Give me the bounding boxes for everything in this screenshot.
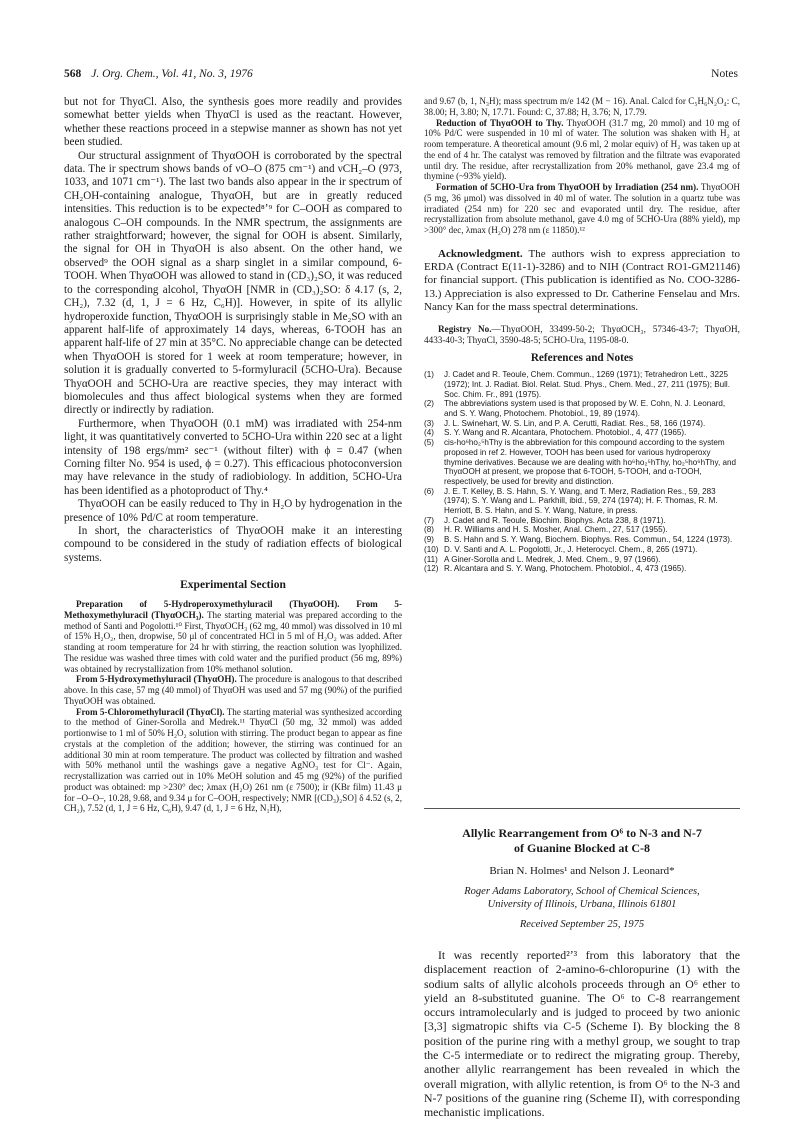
reference-item: (2) The abbreviations system used is that proposed by W. E. Cohn, N. J. Leonard, and S. Y. Wang, Photochem. Photobiol., 19, 89 (1974).	[424, 399, 726, 419]
reference-item: (7) J. Cadet and R. Teoule, Biochim. Biophys. Acta 238, 8 (1971).	[424, 515, 666, 525]
article-affiliation: Roger Adams Laboratory, School of Chemical Sciences, University of Illinois, Urbana, Illinois 61801	[464, 886, 700, 910]
experimental-text: The starting material was synthesized according to the method of Giner-Sorolla and Medrek.¹¹ ThyαCl (50 mg, 32 mmol) was added portionwise to 1 ml of 50% H₂O₂ solution with stirring. The product began to appear as fine crystals at the completion of the addition; however, the stirring was continued for an additional 30 min at room temperature. The product was collected by filtration and washed with 50% methanol until the washings gave a negative AgNO₃ test for Cl⁻. Again, recrystallization was carried out in 10% MeOH solution and 45 mg (92%) of the purified product was obtained: mp >230° dec; λmax (H₂O) 261 nm (ε 7500); ir (KBr film) 11.43 μ for –O–O–, 10.28, 9.68, and 9.34 μ for C–OOH, respectively; NMR [(CD₃)₂SO] δ 4.52 (s, 2, CH₂), 7.52 (d, 1, J = 6 Hz, C₆H), 9.47 (d, 1, J = 6 Hz, N₁H),	[64, 706, 402, 814]
experimental-subhead: Formation of 5CHO-Ura from ThyαOOH by Irradiation (254 nm).	[436, 182, 699, 192]
experimental-text: ThyαOOH (5 mg, 36 μmol) was dissolved in 40 ml of water. The solution in a quartz tube was irradiated (254 nm) for 220 sec and evaporated until dry. The residue, after recrystallization from absolute methanol, gave 4.0 mg of 5CHO-Ura (88% yield), mp >300° dec, λmax (H₂O) 278 nm (ε 11850).¹²	[424, 182, 740, 235]
experimental-text: and 9.67 (b, 1, N₃H); mass spectrum m/e 142 (M − 16). Anal. Calcd for C₅H₆N₂O₄: C, 38.00; H, 3.80; N, 17.71. Found: C, 37.88; H, 3.76; N, 17.79.	[424, 96, 740, 117]
reference-item: (3) J. L. Swinehart, W. S. Lin, and P. A. Cerutti, Radiat. Res., 58, 166 (1974).	[424, 418, 706, 428]
reference-item: (12) R. Alcantara and S. Y. Wang, Photochem. Photobiol., 4, 473 (1965).	[424, 564, 687, 574]
reference-item: (5) cis-ho⁶ho₂⁵hThy is the abbreviation for this compound according to the system proposed in ref 2. However, TOOH has been used for various hydroperoxy thymine derivatives. Because we are dealing with ho⁶ho₂⁵hThy, ho₂⁵ho⁶hThy, and ThyαOOH at present, we propose that 6-TOOH, 5-TOOH, and α-TOOH, respectively, be used for brevity and distinction.	[424, 438, 737, 486]
paragraph: It was recently reported²ʼ³ from this laboratory that the displacement reaction of 2-amino-6-chloropurine (1) with the sodium salts of allylic alcohols proceeds through an O⁶ ether to yield an 8-substituted guanine. The O⁶ to C-8 rearrangement occurs intramolecularly and is judged to proceed by two anionic [3,3] sigmatropic shifts via C-5 (Scheme I). By blocking the 8 position of the purine ring with a methyl group, we sought to trap the C-5 intermediate or to redirect the migrating group. Thereby, another allylic rearrangement has been revealed in which the overall migration, with allylic retention, is from O⁶ to the N-3 and N-7 positions of the guanine ring (Scheme II), with corresponding mechanistic implications.	[424, 948, 740, 1120]
acknowledgment-head: Acknowledgment.	[438, 247, 523, 260]
experimental-subhead: From 5-Chloromethyluracil (ThyαCl).	[76, 706, 225, 717]
page-header	[64, 68, 738, 86]
reference-item: (6) J. E. T. Kelley, B. S. Hahn, S. Y. Wang, and T. Merz, Radiation Res., 59, 283 (1974); S. Y. Wang and L. Parkhill, ibid., 59, 274 (1974); H. F. Thomas, R. M. Herriott, B. S. Hahn, and S. Y. Wang, Nature, in press.	[424, 486, 718, 516]
reference-item: (4) S. Y. Wang and R. Alcantara, Photochem. Photobiol., 4, 477 (1965).	[424, 428, 687, 438]
references-heading: References and Notes	[530, 352, 634, 365]
section-divider	[424, 808, 740, 809]
journal-citation: J. Org. Chem., Vol. 41, No. 3, 1976	[91, 68, 253, 80]
right-column	[424, 96, 740, 574]
article-authors: Brian N. Holmes¹ and Nelson J. Leonard*	[489, 865, 675, 877]
article-block	[424, 826, 740, 1120]
acknowledgment	[424, 248, 740, 314]
reference-item: (11) A Giner-Sorolla and L. Medrek, J. Med. Chem., 9, 97 (1966).	[424, 554, 661, 564]
acknowledgment-text: The authors wish to express appreciation to ERDA (Contract E(11-1)-3286) and to NIH (Contract RO1-GM21146) for financial support. (This publication is identified as No. COO-3286-13.) Appreciation is also expressed to Dr. Catherine Fenselau and Mrs. Nancy Kan for the mass spectral determinations.	[424, 247, 740, 313]
experimental-paragraph	[64, 707, 402, 815]
page-number: 568	[64, 68, 82, 80]
experimental-paragraph	[424, 118, 740, 183]
registry-text: —ThyαOOH, 33499-50-2; ThyαOCH₃, 57346-43-7; ThyαOH, 4433-40-3; ThyαCl, 3590-48-5; 5CHO-Ura, 1195-08-0.	[424, 324, 740, 346]
experimental-text: ThyαOOH (31.7 mg, 20 mmol) and 10 mg of 10% Pd/C were suspended in 10 ml of water. The solution was shaken with H₂ at room temperature. A theoretical amount (9.6 ml, 2 molar equiv) of H₂ was taken up at the end of 4 hr. The catalyst was removed by filtration and the filtrate was evaporated until dry. The residue, after recrystallization from 20% methanol, gave 23.4 mg of thymine (~93% yield).	[424, 117, 740, 182]
experimental-heading: Experimental Section	[180, 579, 286, 592]
paragraph: Furthermore, when ThyαOOH (0.1 mM) was irradiated with 254-nm light, it was quantitatively converted to 5CHO-Ura within 220 sec at a light intensity of 198 ergs/mm² sec⁻¹ (without filter) with ϕ = 0.47 (when Corning filter No. 954 is used, ϕ = 0.27). This efficacious photoconversion may have relevance in the study of radiobiology. In addition, 5CHO-Ura has been identified as a photoproduct of Thy.⁴	[64, 417, 402, 497]
reference-item: (9) B. S. Hahn and S. Y. Wang, Biochem. Biophys. Res. Commun., 54, 1224 (1973).	[424, 535, 733, 545]
experimental-paragraph	[64, 674, 402, 706]
experimental-right	[424, 96, 740, 236]
registry-head: Registry No.	[438, 324, 492, 335]
experimental-paragraph	[424, 182, 740, 236]
experimental-paragraph	[64, 599, 402, 674]
reference-item: (1) J. Cadet and R. Teoule, Chem. Commun., 1269 (1971); Tetrahedron Lett., 3225 (1972); Int. J. Radiat. Biol. Relat. Stud. Phys., Chem. Med., 27, 211 (1975); Bull. Soc. Chim. Fr., 891 (1975).	[424, 370, 730, 399]
experimental-subhead: From 5-Hydroxymethyluracil (ThyαOH).	[76, 674, 237, 685]
reference-item: (8) H. R. Williams and H. S. Mosher, Anal. Chem., 27, 517 (1955).	[424, 525, 668, 535]
experimental-left	[64, 599, 402, 814]
left-body	[64, 96, 402, 565]
article-body	[424, 948, 740, 1120]
section-label: Notes	[711, 68, 738, 80]
paragraph: Our structural assignment of ThyαOOH is corroborated by the spectral data. The ir spectrum shows bands of νO–O (875 cm⁻¹) and νCH₂–O (973, 1033, and 1071 cm⁻¹). The last two bands also appear in the ir spectrum of CH₂OH-containing analogue, ThyαOH, but are in greatly reduced intensities. This reduction is to be expected⁸ʼ⁹ for C–OOH as compared to analogous C–OH compounds. In the NMR spectrum, the assignments are rather straightforward; however, the signal for OOH is absent. Similarly, the signal for OH in ThyαOH is also absent. On the other hand, we observed⁹ the OOH signal as a sharp singlet in a similar compound, 6-TOOH. When ThyαOOH was allowed to stand in (CD₃)₂SO, it was reduced to the corresponding alcohol, ThyαOH [NMR in (CD₃)₂SO: δ 4.17 (s, 2, CH₂), 7.32 (d, 1, J = 6 Hz, C₆H)]. However, in spite of its allylic hydroperoxide function, ThyαOOH is surprisingly stable in Me₂SO with an apparent half-life of approximately 14 days, whereas, 6-TOOH has an apparent half-life of 27 min at 35°C. No appreciable change can be detected when ThyαOOH is stored for 1 week at room temperature; however, in solution it is gradually converted to 5-formyluracil (5CHO-Ura). Because ThyαOOH and 5CHO-Ura are reactive species, they may interact with biomolecules and thus affect biological systems when they are formed directly or indirectly by radiation.	[64, 149, 402, 417]
experimental-paragraph	[424, 96, 740, 118]
left-column	[64, 96, 402, 814]
registry-numbers	[424, 324, 740, 346]
article-title: Allylic Rearrangement from O⁶ to N-3 and N-7 of Guanine Blocked at C-8	[462, 826, 702, 855]
experimental-text: The starting material was prepared according to the method of Santi and Pogolotti.¹⁰ First, ThyαOCH₃ (62 mg, 40 mmol) was dissolved in 10 ml of 15% H₂O₂, then, dropwise, 50 μl of concentrated HCl in 5 ml of H₂O₂ was added. After standing at room temperature for 24 hr with stirring, the reaction solution was lyophilized. The residue was washed three times with cold water and the purified product (56 mg, 89%) was obtained by recrystallization from 10% methanol solution.	[64, 609, 402, 674]
paragraph: In short, the characteristics of ThyαOOH make it an interesting compound to be considered in the study of radiation effects of biological systems.	[64, 525, 402, 564]
experimental-subhead: Reduction of ThyαOOH to Thy.	[436, 117, 564, 128]
paragraph: but not for ThyαCl. Also, the synthesis goes more readily and provides somewhat better yields when ThyαCl is used as the reactant. However, whether these reactions proceed in a stepwise manner as shown has not yet been studied.	[64, 96, 402, 149]
reference-item: (10) D. V. Santi and A. L. Pogolotti, Jr., J. Heterocycl. Chem., 8, 265 (1971).	[424, 544, 698, 554]
received-date: Received September 25, 1975	[519, 919, 645, 930]
references-list	[424, 370, 740, 574]
experimental-text: The procedure is analogous to that described above. In this case, 57 mg (40 mmol) of ThyαOH was used and 57 mg (90%) of the purified ThyαOOH was obtained.	[64, 674, 402, 706]
paragraph: ThyαOOH can be easily reduced to Thy in H₂O by hydrogenation in the presence of 10% Pd/C at room temperature.	[64, 498, 402, 524]
experimental-subhead: Preparation of 5-Hydroperoxymethyluracil (ThyαOOH). From 5-Methoxymethyluracil (ThyαOCH₃).	[64, 599, 402, 620]
